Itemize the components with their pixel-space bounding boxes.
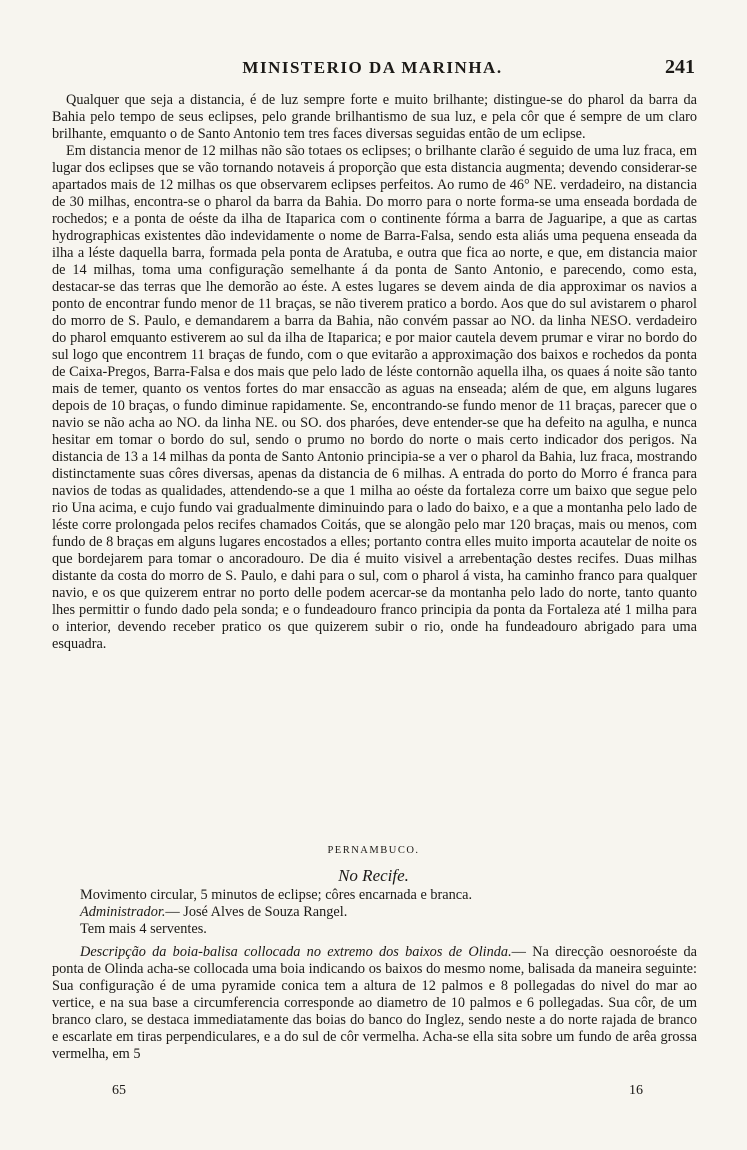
buoy-description [52, 944, 697, 1063]
description-text: — Na direcção oesnoroéste da ponta de Olinda acha-se collocada uma boia indicando os baixos do mesmo nome, balisada da maneira seguinte: Sua configuração é de uma pyramide conica tem a altura de 12 palmos e 8 pollegadas do nivel do mar ao vertice, e na sua base a circumferencia corresponde ao diametro de 10 palmos e 6 pollegadas. Sua côr, de um branco claro, se destaca immediatamente das boias do banco do Inglez, sendo neste a do norte rajada de branco e escarlate em tiras perpendiculares, e a do sul de côr vermelha. Acha-se ella sita sobre um fundo de arêa grossa vermelha, em 5 [52, 944, 697, 1062]
administrator-line [80, 904, 697, 921]
running-title: MINISTERIO DA MARINHA. [242, 58, 503, 77]
station-details [80, 887, 697, 938]
section-heading: PERNAMBUCO. [327, 845, 420, 856]
servants-line: Tem mais 4 serventes. [80, 921, 207, 937]
paragraph: Qualquer que seja a distancia, é de luz sempre forte e muito brilhante; distingue-se do pharol da barra da Bahia pelo tempo de seus eclipses, pelo grande brilhantismo de sua luz, e pela côr que é sempre de um claro brilhante, emquanto o de Santo Antonio tem tres faces diversas seguidas então de um eclipse. [52, 92, 697, 142]
page-number: 241 [665, 56, 695, 78]
administrator-label: Administrador. [80, 904, 166, 920]
description-paragraph [52, 944, 697, 1063]
body-text [52, 92, 697, 653]
movement-line: Movimento circular, 5 minutos de eclipse; côres encarnada e branca. [80, 887, 473, 903]
description-title: Descripção da boia-balisa collocada no extremo dos baixos de Olinda. [80, 944, 512, 960]
paragraph: Em distancia menor de 12 milhas não são totaes os eclipses; o brilhante clarão é seguido de uma luz fraca, em lugar dos eclipses que se vão tornando notaveis á proporção que esta distancia augmenta; devendo considerar-se apartados mais de 12 milhas os que observarem eclipses perfeitos. Ao rumo de 46° NE. verdadeiro, na distancia de 30 milhas, encontra-se o pharol da barra da Bahia. Do morro para o norte forma-se uma enseada bordada de rochedos; e a ponta de oéste da ilha de Itaparica com o continente fórma a barra de Jaguaripe, a que as cartas hydrographicas existentes dão indevidamente o nome de Barra-Falsa, sendo esta aliás uma pequena enseada da ilha a léste daquella barra, formada pela ponta de Aratuba, e outra que fica ao norte, e que, em distancia maior de 14 milhas, toma uma configuração semelhante á da ponta de Santo Antonio, e parecendo, como esta, destacar-se das terras que lhe demorão ao éste. A estes lugares se devem ainda de dia approximar os navios a ponto de encontrar fundo menor de 11 braças, se não tiverem pratico a bordo. Aos que do sul avistarem o pharol do morro de S. Paulo, e demandarem a barra da Bahia, não convém passar ao NO. da linha NESO. verdadeiro do pharol emquanto estiverem ao sul da ilha de Itaparica; e por maior cautela devem prumar e virar no bordo do sul logo que encontrem 11 braças de fundo, com o que evitarão a approximação dos baixos e rochedos da ponta de Caixa-Pregos, Barra-Falsa e dos mais que pelo lado de léste contornão aquella ilha, os quaes á noite são tanto mais de temer, quanto os ventos fortes do mar ensaccão as aguas na enseada; além de que, em alguns lugares depois de 10 braças, o fundo diminue rapidamente. Se, encontrando-se fundo menor de 11 braças, parecer que o navio se não acha ao NO. da linha NE. ou SO. dos pharóes, deve entender-se que ha defeito na agulha, e nunca hesitar em tomar o bordo do sul, sendo o prumo no bordo do norte o mais certo indicador dos perigos. Na distancia de 13 a 14 milhas da ponta de Santo Antonio principia-se a ver o pharol da Bahia, luz fraca, mostrando distinctamente suas côres diversas, apenas da distancia de 6 milhas. A entrada do porto do Morro é franca para navios de todas as qualidades, attendendo-se a que 1 milha ao oéste da fortaleza corre um baixo que segue pelo rio Una acima, e cujo fundo vai gradualmente diminuindo para o lado do baixo, e a que a montanha pelo lado de léste corre prolongada pelos recifes chamados Coitás, que se alongão pelo mar 120 braças, mais ou menos, com fundo de 8 braças em alguns lugares encostados a elles; portanto contra elles muito importa acautelar de noite os que bordejarem para tomar o ancoradouro. De dia é muito visivel a arrebentação destes recifes. Duas milhas distante da costa do morro de S. Paulo, e dahi para o sul, com o pharol á vista, ha caminho franco para qualquer navio, e os que quizerem entrar no porto delle podem acercar-se da montanha pelo lado do norte, tanto quanto lhes permittir o fundo dado pela sonda; e o fundeadouro franco principia da ponta da Fortaleza até 1 milha para o interior, devendo receber pratico os que quizerem subir o rio, onde ha fundeadouro abrigado para uma esquadra. [52, 143, 697, 652]
page-header [50, 58, 695, 82]
administrator-value: — José Alves de Souza Rangel. [165, 904, 348, 920]
signature-mark-right: 16 [629, 1083, 643, 1098]
section-subheading: No Recife. [338, 866, 409, 885]
signature-mark-left: 65 [112, 1083, 126, 1098]
